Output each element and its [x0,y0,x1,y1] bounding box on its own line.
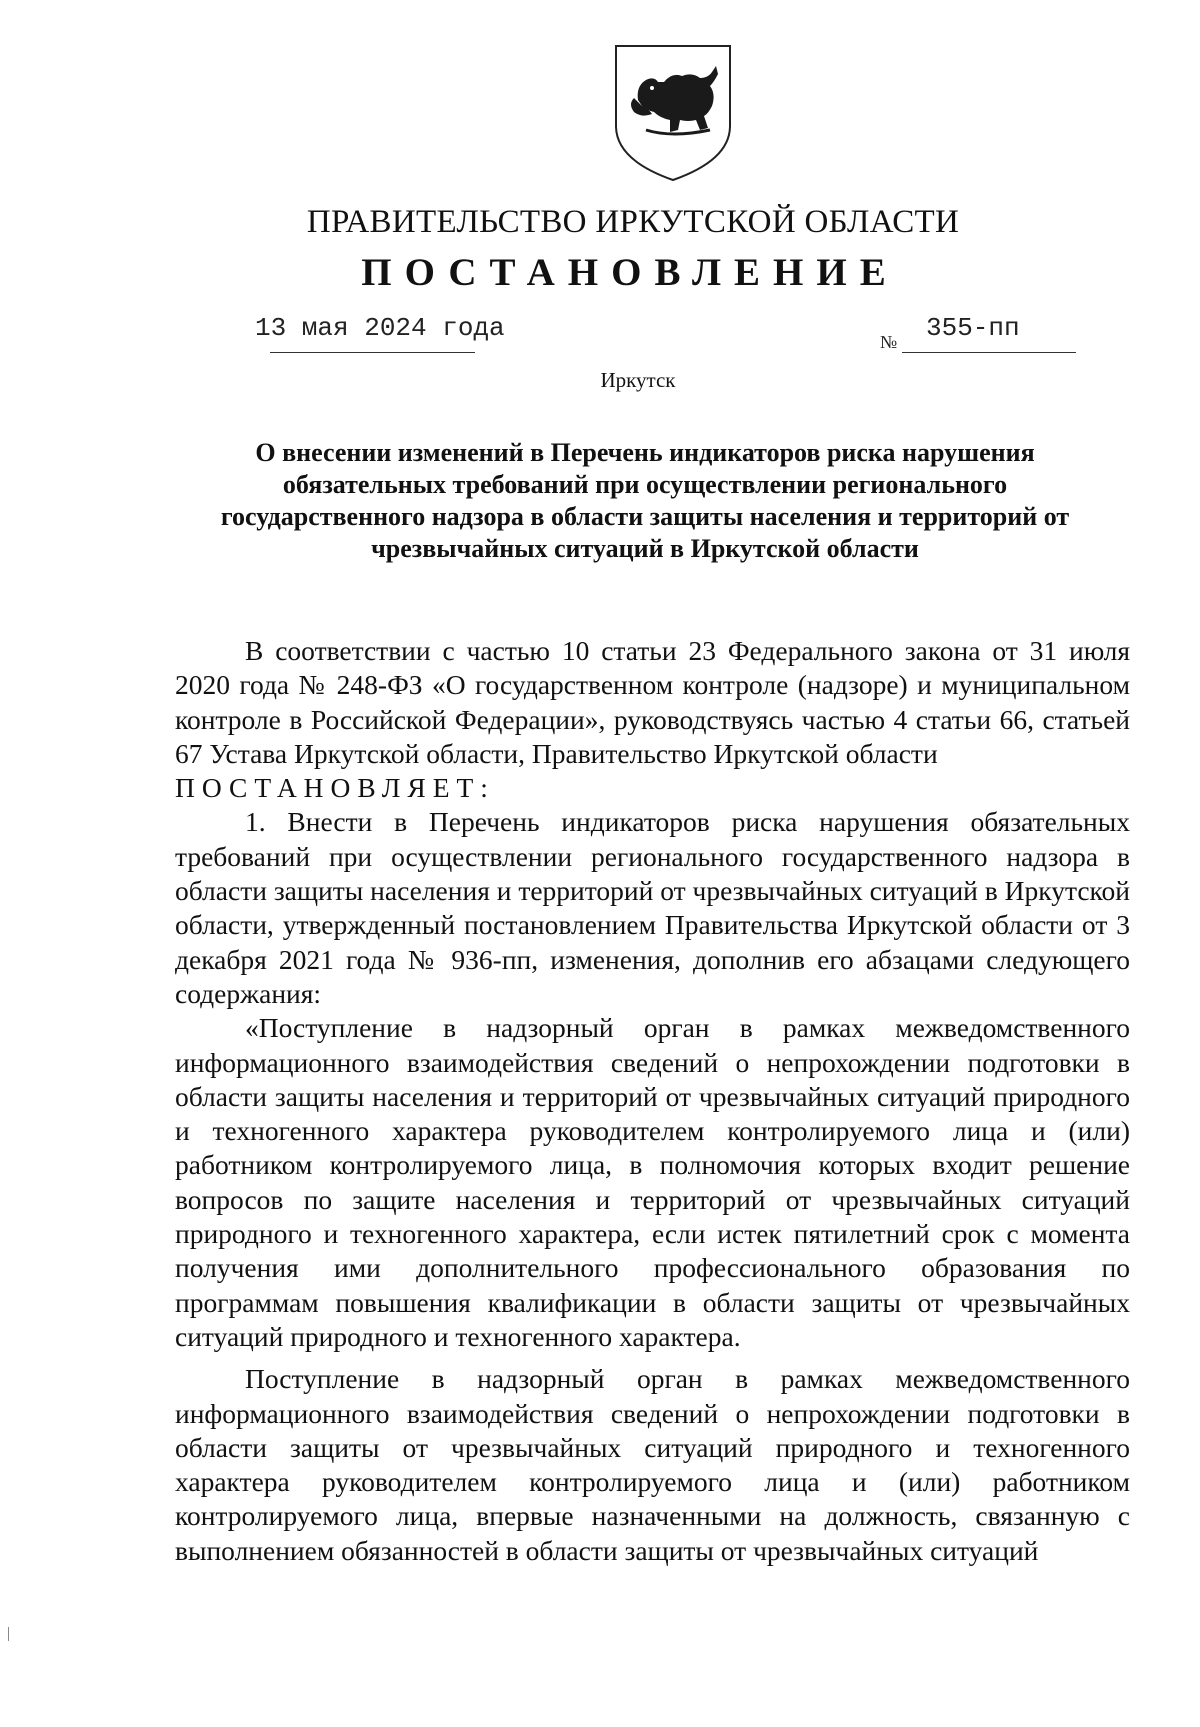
document-title [160,437,1130,565]
number-underline [902,352,1076,353]
irkutsk-coat-of-arms-icon [612,42,734,184]
title-line: государственного надзора в области защиты населения и территорий от [220,502,1070,531]
document-type-heading: ПОСТАНОВЛЕНИЕ [361,251,899,294]
resolves-heading: ПОСТАНОВЛЯЕТ: [175,772,495,804]
document-city: Иркутск [600,368,676,392]
document-date: 13 мая 2024 года [255,313,505,343]
document-number: 355-пп [926,313,1020,343]
government-name: ПРАВИТЕЛЬСТВО ИРКУТСКОЙ ОБЛАСТИ [306,204,960,240]
number-sign: № [880,332,898,352]
quote-paragraph-1: «Поступление в надзорный орган в рамках межведомственного информационного взаимодействия сведений о непрохождении подготовки в области защиты населения и территорий от чрезвычайных ситуаций природного и техногенного характера руководителем контролируемого лица и (или) работником контролируемого лица, в полномочия которых входит решение вопросов по защите населения и территорий от чрезвычайных ситуаций природного и техногенного характера, если истек пятилетний срок с момента получения ими дополнительного профессионального образования по программам повышения квалификации в области защиты от чрезвычайных ситуаций природного и техногенного характера. [175,1012,1130,1352]
document-body [175,634,1130,1568]
title-line: чрезвычайных ситуаций в Иркутской области [371,534,919,563]
item-1-paragraph: 1. Внести в Перечень индикаторов риска нарушения обязательных требований при осуществлении регионального государственного надзора в области защиты населения и территорий от чрезвычайных ситуаций в Иркутской области, утвержденный постановлением Правительства Иркутской области от 3 декабря 2021 года № 936-пп, изменения, дополнив его абзацами следующего содержания: [175,806,1130,1009]
quote-paragraph-2: Поступление в надзорный орган в рамках межведомственного информационного взаимодействия сведений о непрохождении подготовки в области защиты от чрезвычайных ситуаций природного и техногенного характера руководителем контролируемого лица и (или) работником контролируемого лица, впервые назначенными на должность, связанную с выполнением обязанностей в области защиты от чрезвычайных ситуаций [175,1363,1130,1566]
title-line: О внесении изменений в Перечень индикаторов риска нарушения [255,438,1035,467]
scan-margin-mark [8,1627,9,1641]
preamble-paragraph: В соответствии с частью 10 статьи 23 Федерального закона от 31 июля 2020 года № 248-ФЗ «О государственном контроле (надзоре) и муниципальном контроле в Российской Федерации», руководствуясь частью 4 статьи 66, статьей 67 Устава Иркутской области, Правительство Иркутской области [175,635,1130,769]
title-line: обязательных требований при осуществлении регионального [282,470,1008,499]
date-underline [270,352,475,353]
